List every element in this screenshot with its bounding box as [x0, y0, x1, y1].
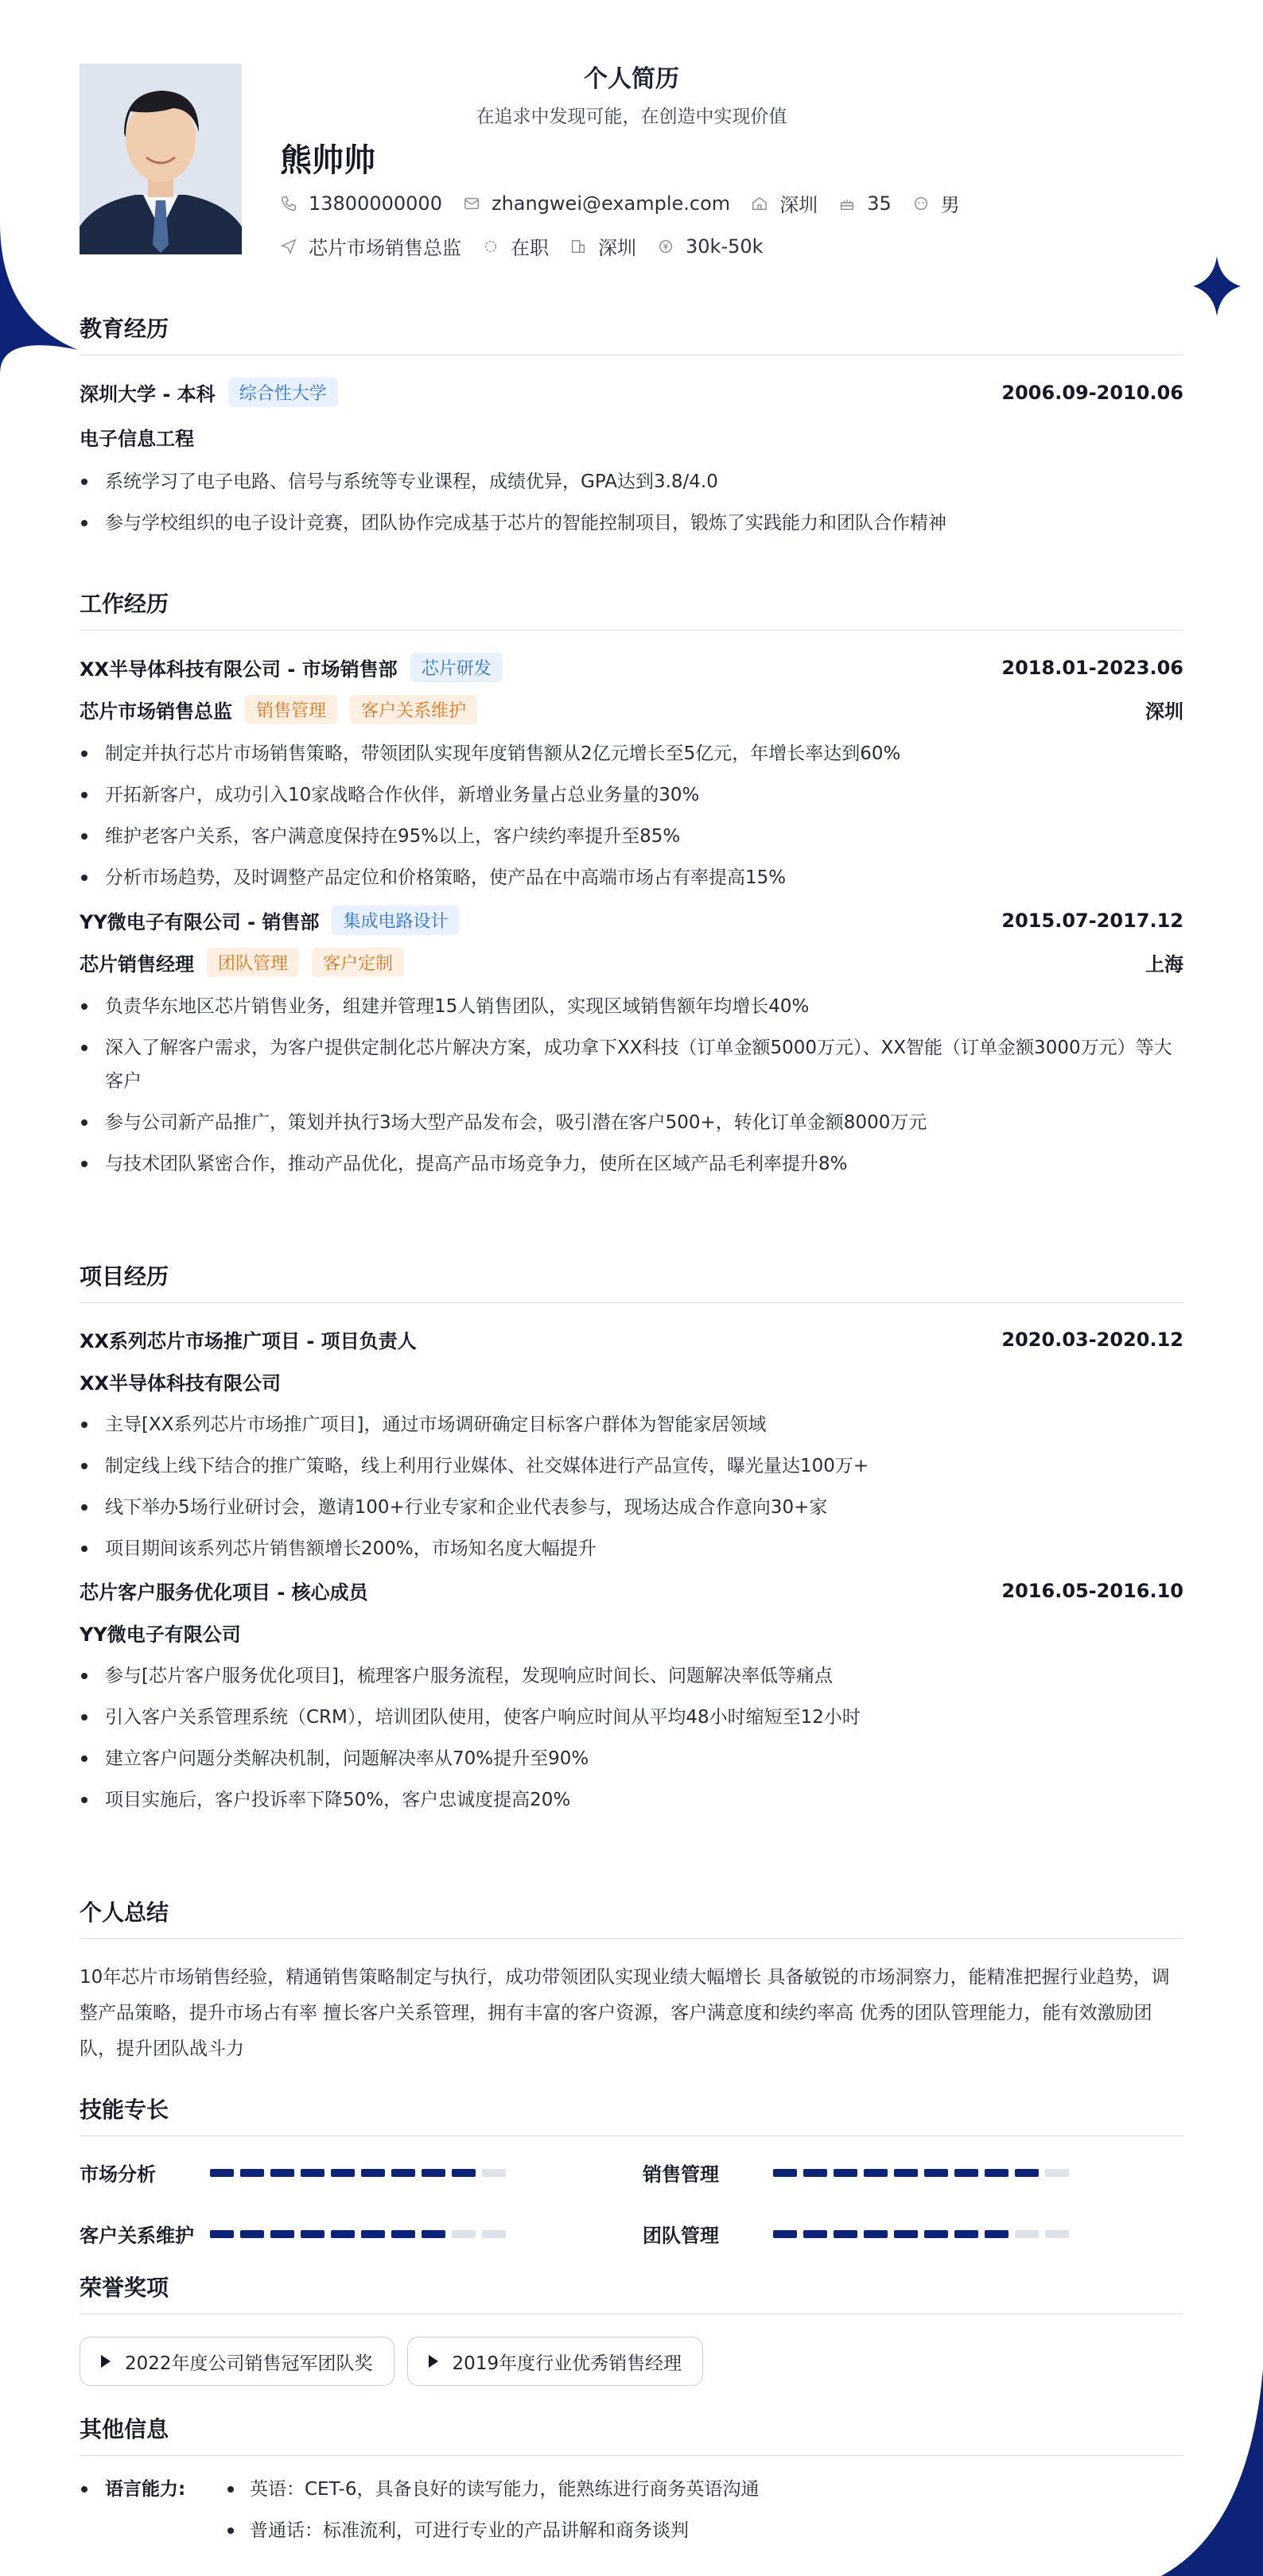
list-item: 制定线上线下结合的推广策略，线上利用行业媒体、社交媒体进行产品宣传，曝光量达100万+ — [80, 1449, 1183, 1483]
skill-level-segment — [894, 2230, 918, 2238]
email-text: zhangwei@example.com — [491, 192, 731, 215]
skill-level-segment — [954, 2230, 978, 2238]
status-icon — [482, 238, 499, 255]
skill-level-segment — [1045, 2169, 1069, 2177]
role-tag: 团队管理 — [207, 948, 299, 977]
section-title: 荣誉奖项 — [80, 2275, 169, 2301]
skill-level-segment — [391, 2230, 415, 2238]
language-item: 普通话：标准流利，可进行专业的产品讲解和商务谈判 — [226, 2510, 759, 2551]
mail-icon — [463, 195, 480, 212]
role-tag: 客户定制 — [312, 948, 404, 977]
phone-icon — [280, 195, 297, 212]
phone-text: 13800000000 — [309, 192, 442, 215]
triangle-icon — [429, 2355, 438, 2368]
resume-title: 个人简历 — [584, 65, 679, 93]
skill-level-segment — [391, 2169, 415, 2177]
skill-level-segment — [924, 2169, 948, 2177]
motto: 在追求中发现可能，在创造中实现价值 — [476, 107, 787, 127]
skill-level-segment — [894, 2169, 918, 2177]
education-date: 2006.09-2010.06 — [1001, 381, 1183, 404]
major: 电子信息工程 — [80, 428, 194, 450]
skill-level-segment — [240, 2230, 264, 2238]
target-city-item — [569, 232, 636, 260]
skill-level-segment — [985, 2169, 1008, 2177]
section-title: 技能专长 — [80, 2097, 169, 2123]
skill-level-segment — [210, 2169, 234, 2177]
candidate-name: 熊帅帅 — [280, 142, 375, 179]
divider — [80, 1302, 1183, 1303]
skill-item — [643, 2159, 1183, 2186]
sparkle-icon — [1193, 256, 1241, 316]
skill-name: 市场分析 — [80, 2163, 156, 2186]
home-icon — [751, 195, 768, 212]
skill-level-segment — [482, 2169, 506, 2177]
target-position-item — [280, 232, 461, 260]
skill-level-bar — [773, 2230, 1075, 2238]
work-role-row — [80, 948, 1183, 977]
role-tag: 销售管理 — [245, 695, 337, 724]
skill-level-segment — [803, 2169, 827, 2177]
work-role-row — [80, 695, 1183, 724]
work-entry-header — [80, 906, 1183, 935]
skill-level-segment — [482, 2230, 506, 2238]
skill-item — [643, 2220, 1183, 2248]
work-section — [80, 587, 1183, 1189]
project-header — [80, 1577, 1183, 1604]
skill-level-segment — [773, 2169, 797, 2177]
award-chip — [80, 2337, 394, 2386]
school-name: 深圳大学 - 本科 — [80, 383, 216, 405]
skills-section — [80, 2093, 1183, 2248]
job-intent-row — [280, 232, 784, 260]
role-tag: 客户关系维护 — [350, 695, 477, 724]
project-name: 芯片客户服务优化项目 - 核心成员 — [80, 1581, 368, 1604]
work-city: 深圳 — [1145, 700, 1183, 723]
skill-name: 团队管理 — [643, 2225, 719, 2247]
skill-name: 销售管理 — [643, 2163, 719, 2186]
section-title: 工作经历 — [80, 591, 169, 617]
awards-list — [80, 2337, 1183, 2386]
skill-level-bar — [210, 2230, 512, 2238]
skill-item — [80, 2220, 643, 2248]
salary-text: 30k-50k — [686, 235, 764, 258]
skill-level-segment — [954, 2169, 978, 2177]
skill-level-segment — [773, 2230, 797, 2238]
education-header — [80, 378, 1183, 407]
skill-level-segment — [924, 2230, 948, 2238]
list-item: 线下举办5场行业研讨会，邀请100+行业专家和企业代表参与，现场达成合作意向30+家 — [80, 1491, 1183, 1524]
work-entry-header — [80, 653, 1183, 682]
awards-section — [80, 2271, 1183, 2386]
project-bullets — [80, 1659, 1183, 1817]
skill-level-segment — [1045, 2230, 1069, 2238]
skill-level-segment — [1015, 2230, 1039, 2238]
list-item: 参与[芯片客户服务优化项目]，梳理客户服务流程，发现响应时间长、问题解决率低等痛点 — [80, 1659, 1183, 1693]
phone-item — [280, 192, 442, 215]
skill-level-segment — [301, 2230, 324, 2238]
project-org: YY微电子有限公司 — [80, 1624, 241, 1646]
status-text: 在职 — [511, 237, 549, 259]
award-chip — [407, 2337, 704, 2386]
list-item: 深入了解客户需求，为客户提供定制化芯片解决方案，成功拿下XX科技（订单金额5000万元）、XX智能（订单金额3000万元）等大客户 — [80, 1031, 1183, 1098]
gender-icon — [912, 195, 930, 212]
list-item: 系统学习了电子电路、信号与系统等专业课程，成绩优异，GPA达到3.8/4.0 — [80, 465, 1183, 499]
salary-icon — [657, 238, 674, 255]
education-section — [80, 312, 1183, 548]
target-city-text: 深圳 — [598, 237, 636, 259]
summary-text: 10年芯片市场销售经验，精通销售策略制定与执行，成功带领团队实现业绩大幅增长 具备敏锐的市场洞察力，能精准把握行业趋势，调整产品策略，提升市场占有率 擅长客户关系管理，拥有丰富的客户资源，客户满意度和续约率高 优秀的团队管理能力，能有效激励团队，提升团队战斗力 — [80, 1967, 1170, 2059]
skill-level-bar — [773, 2169, 1075, 2177]
skill-level-segment — [834, 2230, 857, 2238]
company-tag: 集成电路设计 — [332, 906, 459, 935]
project-header — [80, 1325, 1183, 1353]
skill-level-segment — [985, 2230, 1008, 2238]
work-date: 2015.07-2017.12 — [1001, 909, 1183, 932]
age-text: 35 — [867, 192, 892, 215]
work-date: 2018.01-2023.06 — [1001, 656, 1183, 679]
list-item: 参与公司新产品推广，策划并执行3场大型产品发布会，吸引潜在客户500+，转化订单金额8000万元 — [80, 1106, 1183, 1139]
skill-level-segment — [331, 2169, 355, 2177]
age-icon — [838, 195, 856, 212]
list-item: 引入客户关系管理系统（CRM），培训团队使用，使客户响应时间从平均48小时缩短至12小时 — [80, 1701, 1183, 1734]
skill-level-segment — [361, 2169, 385, 2177]
skill-level-segment — [361, 2230, 385, 2238]
contact-row — [280, 189, 981, 217]
list-item: 负责华东地区芯片销售业务，组建并管理15人销售团队，实现区域销售额年均增长40% — [80, 990, 1183, 1023]
award-text: 2019年度行业优秀销售经理 — [452, 2353, 682, 2374]
skill-level-segment — [422, 2169, 445, 2177]
list-item: 项目实施后，客户投诉率下降50%，客户忠诚度提高20% — [80, 1783, 1183, 1817]
status-item — [482, 232, 549, 260]
skill-level-segment — [1015, 2169, 1039, 2177]
education-bullets — [80, 465, 1183, 540]
section-title: 教育经历 — [80, 316, 169, 342]
salary-item — [657, 235, 764, 258]
divider — [80, 2455, 1183, 2456]
skill-level-segment — [422, 2230, 445, 2238]
skill-level-segment — [452, 2230, 476, 2238]
skill-level-segment — [240, 2169, 264, 2177]
gender-item — [912, 189, 960, 217]
list-item: 与技术团队紧密合作，推动产品优化，提高产品市场竞争力，使所在区域产品毛利率提升8% — [80, 1147, 1183, 1181]
skill-level-segment — [210, 2230, 234, 2238]
school-tag: 综合性大学 — [228, 378, 338, 407]
skill-item — [80, 2159, 643, 2186]
summary-section — [80, 1895, 1183, 2067]
divider — [80, 1938, 1183, 1939]
company-name: XX半导体科技有限公司 - 市场销售部 — [80, 658, 398, 681]
age-item — [838, 192, 892, 215]
target-position-text: 芯片市场销售总监 — [309, 237, 461, 259]
skill-level-segment — [864, 2230, 888, 2238]
company-name: YY微电子有限公司 - 销售部 — [80, 911, 320, 933]
work-bullets — [80, 990, 1183, 1181]
list-item: 制定并执行芯片市场销售策略，带领团队实现年度销售额从2亿元增长至5亿元，年增长率达到60% — [80, 737, 1183, 770]
building-icon — [569, 238, 587, 255]
language-label: 语言能力: — [80, 2469, 226, 2510]
company-tag: 芯片研发 — [410, 653, 503, 682]
role-title: 芯片市场销售总监 — [80, 700, 232, 723]
email-item — [463, 192, 730, 215]
location-text: 深圳 — [779, 194, 818, 216]
work-city: 上海 — [1145, 953, 1183, 976]
skill-level-segment — [270, 2230, 294, 2238]
work-bullets — [80, 737, 1183, 894]
project-org: XX半导体科技有限公司 — [80, 1372, 282, 1395]
projects-section — [80, 1259, 1183, 1825]
list-item: 开拓新客户，成功引入10家战略合作伙伴，新增业务量占总业务量的30% — [80, 778, 1183, 812]
skill-name: 客户关系维护 — [80, 2225, 194, 2247]
role-title: 芯片销售经理 — [80, 953, 194, 976]
location-item — [751, 189, 818, 217]
language-item: 英语：CET-6，具备良好的读写能力，能熟练进行商务英语沟通 — [226, 2469, 759, 2510]
project-bullets — [80, 1408, 1183, 1565]
list-item: 主导[XX系列芯片市场推广项目]，通过市场调研确定目标客户群体为智能家居领域 — [80, 1408, 1183, 1441]
project-date: 2016.05-2016.10 — [1001, 1579, 1183, 1602]
send-icon — [280, 238, 297, 255]
skill-level-segment — [301, 2169, 324, 2177]
list-item: 建立客户问题分类解决机制，问题解决率从70%提升至90% — [80, 1742, 1183, 1775]
language-row — [80, 2469, 1183, 2551]
skill-level-bar — [210, 2169, 512, 2177]
skill-level-segment — [803, 2230, 827, 2238]
section-title: 其他信息 — [80, 2416, 169, 2442]
section-title: 个人总结 — [80, 1899, 169, 1926]
project-date: 2020.03-2020.12 — [1001, 1328, 1183, 1351]
list-item: 维护老客户关系，客户满意度保持在95%以上，客户续约率提升至85% — [80, 820, 1183, 853]
award-text: 2022年度公司销售冠军团队奖 — [125, 2353, 373, 2374]
gender-text: 男 — [940, 194, 960, 216]
list-item: 项目期间该系列芯片销售额增长200%，市场知名度大幅提升 — [80, 1532, 1183, 1565]
triangle-icon — [101, 2355, 111, 2368]
project-name: XX系列芯片市场推广项目 - 项目负责人 — [80, 1330, 417, 1352]
list-item: 参与学校组织的电子设计竞赛，团队协作完成基于芯片的智能控制项目，锻炼了实践能力和团队合作精神 — [80, 506, 1183, 540]
skill-level-segment — [452, 2169, 476, 2177]
skills-grid — [80, 2159, 1183, 2248]
list-item: 分析市场趋势，及时调整产品定位和价格策略，使产品在中高端市场占有率提高15% — [80, 861, 1183, 894]
skill-level-segment — [834, 2169, 857, 2177]
skill-level-segment — [331, 2230, 355, 2238]
section-title: 项目经历 — [80, 1263, 169, 1290]
skill-level-segment — [864, 2169, 888, 2177]
other-section — [80, 2412, 1183, 2551]
skill-level-segment — [270, 2169, 294, 2177]
